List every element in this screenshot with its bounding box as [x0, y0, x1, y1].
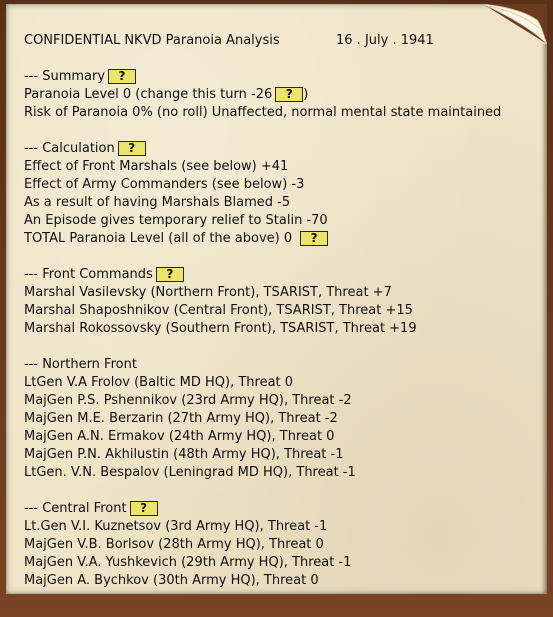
- central-front-heading-label: --- Central Front: [24, 501, 127, 516]
- paranoia-change-help-button[interactable]: ?: [275, 87, 303, 102]
- front-commands-heading: [24, 266, 534, 284]
- calculation-line: Effect of Front Marshals (see below) +41: [24, 159, 289, 174]
- spacer: [24, 338, 534, 356]
- report-title: CONFIDENTIAL NKVD Paranoia Analysis: [24, 33, 280, 48]
- report-paper: [6, 4, 547, 594]
- front-commands-heading-label: --- Front Commands: [24, 267, 153, 282]
- marshal-line: Marshal Vasilevsky (Northern Front), TSARIST, Threat +7: [24, 285, 392, 300]
- paper-edge-shadow: [541, 44, 547, 594]
- commander-line: LtGen. V.N. Bespalov (Leningrad MD HQ), Threat -1: [24, 465, 356, 480]
- total-line: [24, 230, 534, 248]
- central-front-help-button[interactable]: ?: [130, 501, 158, 516]
- spacer: [24, 482, 534, 500]
- paranoia-report: [24, 32, 534, 590]
- total-text: TOTAL Paranoia Level (all of the above) 0: [24, 231, 293, 246]
- marshal-line: Marshal Shaposhnikov (Central Front), TSARIST, Threat +15: [24, 303, 413, 318]
- summary-heading-label: --- Summary: [24, 69, 106, 84]
- commander-line: Lt.Gen V.I. Kuznetsov (3rd Army HQ), Threat -1: [24, 519, 328, 534]
- commander-line: MajGen P.N. Akhilustin (48th Army HQ), Threat -1: [24, 447, 344, 462]
- total-help-button[interactable]: ?: [300, 231, 328, 246]
- calculation-help-button[interactable]: ?: [118, 141, 146, 156]
- summary-heading: [24, 68, 534, 86]
- paranoia-level-close: ): [303, 87, 309, 102]
- calculation-line: As a result of having Marshals Blamed -5: [24, 195, 291, 210]
- commander-line: MajGen M.E. Berzarin (27th Army HQ), Threat -2: [24, 411, 338, 426]
- calculation-line: Effect of Army Commanders (see below) -3: [24, 177, 305, 192]
- paranoia-level-line: [24, 86, 534, 104]
- commander-line: LtGen V.A Frolov (Baltic MD HQ), Threat 0: [24, 375, 294, 390]
- commander-line: MajGen A. Bychkov (30th Army HQ), Threat 0: [24, 573, 319, 588]
- summary-help-button[interactable]: ?: [108, 69, 136, 84]
- calculation-line: An Episode gives temporary relief to Stalin -70: [24, 213, 328, 228]
- central-front-heading: [24, 500, 534, 518]
- commander-line: MajGen P.S. Pshennikov (23rd Army HQ), Threat -2: [24, 393, 352, 408]
- commander-line: MajGen V.B. Borlsov (28th Army HQ), Threat 0: [24, 537, 324, 552]
- spacer: [24, 122, 534, 140]
- paranoia-level-text: Paranoia Level 0 (change this turn -26: [24, 87, 273, 102]
- commander-line: MajGen V.A. Yushkevich (29th Army HQ), Threat -1: [24, 555, 352, 570]
- marshal-line: Marshal Rokossovsky (Southern Front), TSARIST, Threat +19: [24, 321, 417, 336]
- spacer: [24, 248, 534, 266]
- report-date: 16 . July . 1941: [336, 33, 434, 48]
- calculation-heading: [24, 140, 534, 158]
- commander-line: MajGen A.N. Ermakov (24th Army HQ), Threat 0: [24, 429, 335, 444]
- spacer: [24, 50, 534, 68]
- northern-front-heading: --- Northern Front: [24, 357, 137, 372]
- front-commands-help-button[interactable]: ?: [156, 267, 184, 282]
- calculation-heading-label: --- Calculation: [24, 141, 115, 156]
- risk-line: Risk of Paranoia 0% (no roll) Unaffected, normal mental state maintained: [24, 105, 502, 120]
- report-header: [24, 32, 534, 50]
